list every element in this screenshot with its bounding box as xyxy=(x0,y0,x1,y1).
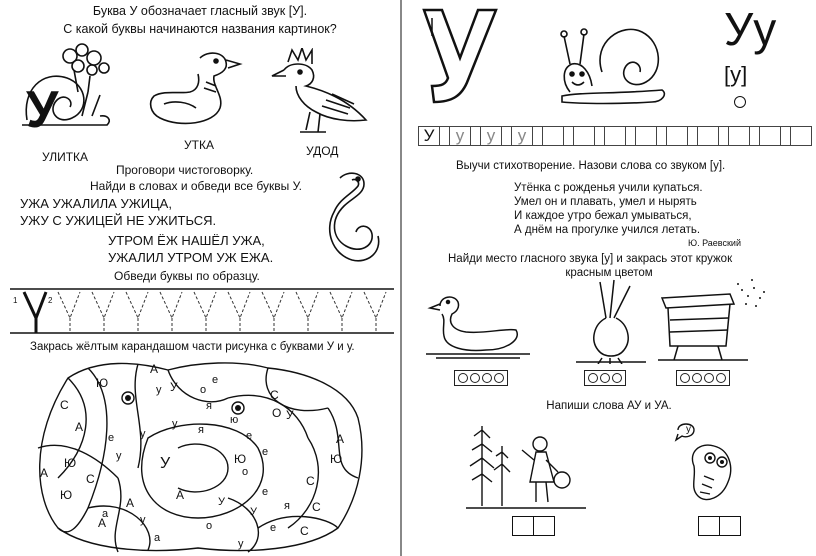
duck-water-picture xyxy=(426,290,530,360)
mosaic-letter: я xyxy=(206,400,212,412)
sound-boxes-onion[interactable] xyxy=(584,370,626,386)
writing-cell[interactable] xyxy=(573,126,595,146)
mosaic-letter: о xyxy=(200,384,207,396)
trace-label-1: 1 xyxy=(13,296,18,305)
mosaic-letter: е xyxy=(262,446,269,458)
writing-cell[interactable] xyxy=(666,126,688,146)
mosaic-letter: е xyxy=(108,432,115,444)
mosaic-letter: У xyxy=(286,408,294,422)
intro-line-2: С какой буквы начинаются названия картинок? xyxy=(63,22,337,36)
mosaic-letter: А xyxy=(336,432,345,446)
mosaic-letter: у xyxy=(156,384,162,396)
writing-cell[interactable] xyxy=(604,126,626,146)
trace-label-2: 2 xyxy=(48,296,53,305)
mosaic-letter: У xyxy=(170,380,178,394)
mosaic-letter: С xyxy=(306,474,315,488)
mosaic-letter: у xyxy=(140,514,146,526)
mosaic-letter: у xyxy=(238,538,244,550)
trace-strip xyxy=(10,288,394,334)
mosaic-letter: о xyxy=(242,466,249,478)
writing-cell[interactable] xyxy=(635,126,657,146)
tongue-task: Найди в словах и обведи все буквы У. xyxy=(90,179,302,193)
writing-cell[interactable] xyxy=(697,126,719,146)
trace-task: Обведи буквы по образцу. xyxy=(114,269,260,283)
pic-label-snail: УЛИТКА xyxy=(42,150,89,164)
pic-label-hoopoe: УДОД xyxy=(306,144,339,158)
tongue-title: Проговори чистоговорку. xyxy=(116,163,254,177)
mosaic-letter: Ю xyxy=(60,488,73,502)
mosaic-picture xyxy=(28,358,368,554)
mosaic-letter: е xyxy=(212,374,219,386)
writing-cell[interactable]: У xyxy=(418,126,440,146)
pic-label-duck: УТКА xyxy=(184,138,214,152)
writing-cells xyxy=(418,126,811,146)
mosaic-letter: С xyxy=(60,398,69,412)
tongue-line-2: УЖУ С УЖИЦЕЙ НЕ УЖИТЬСЯ. xyxy=(20,213,217,228)
owl-picture xyxy=(664,416,754,512)
letter-u-big: У xyxy=(26,81,59,139)
mosaic-letter: я xyxy=(284,500,290,512)
poem-line-4: А днём на прогулке учился летать. xyxy=(514,224,701,236)
mosaic-letter: О xyxy=(272,406,282,420)
onion-picture xyxy=(576,278,646,364)
right-page xyxy=(402,0,816,556)
mosaic-letter: С xyxy=(86,472,95,486)
mosaic-letter: А xyxy=(176,488,185,502)
poem-task: Выучи стихотворение. Назови слова со звуком [у]. xyxy=(456,160,726,172)
writing-cell[interactable]: у xyxy=(480,126,502,146)
writing-cell[interactable] xyxy=(728,126,750,146)
mosaic-letter: у xyxy=(116,450,122,462)
mosaic-letter: А xyxy=(40,466,49,480)
sound-label: [у] xyxy=(724,62,748,87)
mosaic-letter: С xyxy=(312,500,321,514)
sound-circle xyxy=(734,96,746,108)
writing-cell[interactable] xyxy=(542,126,564,146)
sound-boxes-duck[interactable] xyxy=(454,370,508,386)
mosaic-letter: Ю xyxy=(64,456,77,470)
letter-pair: Уу xyxy=(724,3,777,55)
mosaic-letter: Ю xyxy=(234,452,247,466)
duck-picture xyxy=(140,46,244,132)
mosaic-letter: С xyxy=(270,388,279,402)
tongue-line-4: УЖАЛИЛ УТРОМ УЖ ЕЖА. xyxy=(108,250,274,265)
mosaic-letter: С xyxy=(300,524,309,538)
hoopoe-picture xyxy=(270,48,382,140)
writing-cell[interactable]: у xyxy=(511,126,533,146)
mosaic-letter: у xyxy=(140,428,146,440)
poem-line-2: Умел он и плавать, умел и нырять xyxy=(514,196,697,208)
writing-cell[interactable]: у xyxy=(449,126,471,146)
mosaic-letter: А xyxy=(98,516,107,530)
tongue-line-1: УЖА УЖАЛИЛА УЖИЦА, xyxy=(20,196,172,211)
find-task-line-2: красным цветом xyxy=(565,267,653,279)
writing-cell[interactable] xyxy=(759,126,781,146)
mosaic-letter: Ю xyxy=(96,376,109,390)
left-page xyxy=(0,0,400,556)
snake-picture xyxy=(318,168,382,268)
poem-line-1: Утёнка с рожденья учили купаться. xyxy=(514,182,703,194)
mosaic-letter: е xyxy=(270,522,277,534)
mosaic-letter: А xyxy=(75,420,84,434)
poem-line-3: И каждое утро бежал умываться, xyxy=(514,210,692,222)
mosaic-letter: Ю xyxy=(330,452,343,466)
answer-boxes-au[interactable] xyxy=(512,516,553,536)
poem-author: Ю. Раевский xyxy=(688,238,741,248)
girl-forest-picture xyxy=(466,416,586,512)
speech-bubble-text: у xyxy=(686,424,691,435)
letter-u-outline xyxy=(420,6,504,106)
mosaic-letter: о xyxy=(206,520,213,532)
mosaic-letter: а xyxy=(102,508,109,520)
beehive-picture xyxy=(658,276,768,362)
write-task: Напиши слова АУ и УА. xyxy=(546,400,672,412)
tongue-line-3: УТРОМ ЁЖ НАШЁЛ УЖА, xyxy=(108,233,265,248)
mosaic-letter: У xyxy=(218,496,225,508)
answer-boxes-ua[interactable] xyxy=(698,516,739,536)
mosaic-letter: у xyxy=(172,418,178,430)
mosaic-letter: У xyxy=(160,455,171,472)
mosaic-letter: е xyxy=(262,486,269,498)
mosaic-letter: У xyxy=(250,506,257,518)
color-task: Закрась жёлтым карандашом части рисунка с буквами У и у. xyxy=(30,341,355,353)
sound-boxes-beehive[interactable] xyxy=(676,370,730,386)
mosaic-letter: А xyxy=(126,496,135,510)
snail-picture xyxy=(552,12,672,108)
find-task-line-1: Найди место гласного звука [у] и закрась этот кружок xyxy=(448,253,733,265)
mosaic-letter: а xyxy=(154,532,161,544)
mosaic-letter: А xyxy=(150,362,159,376)
intro-line-1: Буква У обозначает гласный звук [У]. xyxy=(92,4,308,18)
mosaic-letter: е xyxy=(246,430,253,442)
mosaic-letter: я xyxy=(198,424,204,436)
mosaic-letter: ю xyxy=(230,414,239,426)
writing-cell[interactable] xyxy=(790,126,812,146)
